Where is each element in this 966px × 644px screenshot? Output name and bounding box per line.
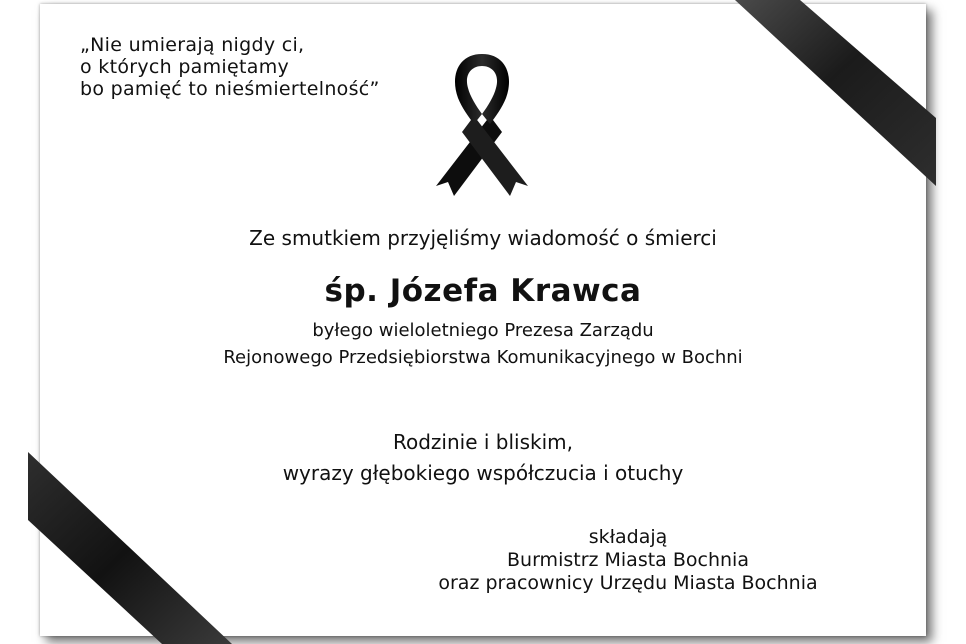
signature-line-3: oraz pracownicy Urzędu Miasta Bochnia [438, 572, 818, 594]
signature-line-2: Burmistrz Miasta Bochnia [507, 549, 749, 571]
quote-line-2: o których pamiętamy [80, 56, 290, 78]
signature-block [405, 526, 851, 595]
quote-line-1: „Nie umierają nigdy ci, [80, 34, 305, 56]
deceased-role-line-1: byłego wieloletniego Prezesa Zarządu [312, 320, 654, 341]
deceased-name: śp. Józefa Krawca [324, 273, 642, 309]
signature-line-1: składają [588, 526, 668, 548]
condolences-line-2: wyrazy głębokiego współczucia i otuchy [282, 461, 684, 485]
memorial-quote [80, 34, 380, 100]
deceased-role-line-2: Rejonowego Przedsiębiorstwa Komunikacyjnego w Bochni [223, 347, 743, 368]
announcement-intro: Ze smutkiem przyjęliśmy wiadomość o śmierci [249, 226, 717, 250]
mourning-ribbon-icon [428, 50, 536, 198]
condolences-line-1: Rodzinie i bliskim, [393, 430, 573, 454]
quote-line-3: bo pamięć to nieśmiertelność” [80, 78, 380, 100]
